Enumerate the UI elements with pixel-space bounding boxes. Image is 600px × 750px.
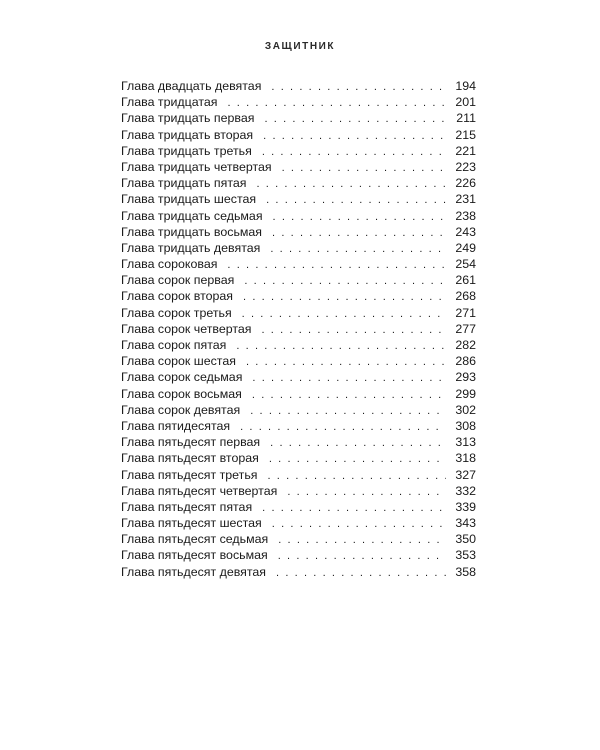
toc-entry: [121, 434, 476, 450]
toc-entry-title: Глава пятьдесят девятая: [121, 564, 267, 579]
dot-leader: [227, 95, 446, 111]
toc-entry-page-number: 358: [455, 564, 476, 579]
toc-entry-title: Глава пятидесятая: [121, 418, 231, 433]
toc-entry-page-number: 268: [455, 289, 476, 304]
toc-entry: [121, 143, 476, 159]
dot-leader: [243, 289, 446, 305]
toc-entry-page-number: 332: [455, 483, 476, 498]
dot-leader: [272, 225, 446, 241]
toc-entry: [121, 353, 476, 369]
toc-entry-page-number: 243: [455, 224, 476, 239]
toc-entry: [121, 369, 476, 385]
toc-entry-page-number: 299: [455, 386, 476, 401]
dot-leader: [263, 128, 446, 144]
toc-entry-page-number: 293: [455, 370, 476, 385]
toc-entry-title: Глава пятьдесят первая: [121, 435, 261, 450]
dot-leader: [273, 209, 446, 225]
toc-entry-title: Глава сорок вторая: [121, 289, 234, 304]
dot-leader: [262, 500, 446, 516]
toc-entry-page-number: 194: [455, 79, 476, 93]
toc-entry-page-number: 327: [455, 467, 476, 482]
dot-leader: [246, 354, 446, 370]
toc-entry-page-number: 226: [455, 176, 476, 191]
toc-entry-title: Глава тридцать первая: [121, 111, 255, 126]
toc-entry-page-number: 308: [455, 418, 476, 433]
toc-entry-page-number: 254: [455, 257, 476, 272]
toc-entry: [121, 191, 476, 207]
toc-entry: [121, 402, 476, 418]
dot-leader: [271, 79, 446, 95]
dot-leader: [242, 306, 446, 322]
toc-entry: [121, 94, 476, 110]
toc-entry-page-number: 238: [455, 208, 476, 223]
toc-entry-title: Глава сорок первая: [121, 273, 235, 288]
dot-leader: [244, 273, 446, 289]
toc-entry-title: Глава пятьдесят шестая: [121, 516, 262, 531]
dot-leader: [269, 451, 446, 467]
toc-entry-page-number: 201: [455, 95, 476, 110]
dot-leader: [282, 160, 446, 176]
dot-leader: [287, 484, 446, 500]
dot-leader: [227, 257, 446, 273]
toc-entry-page-number: 353: [455, 548, 476, 563]
dot-leader: [270, 435, 446, 451]
toc-entry-page-number: 302: [455, 402, 476, 417]
toc-entry: [121, 467, 476, 483]
dot-leader: [266, 192, 446, 208]
toc-entry-title: Глава пятьдесят восьмая: [121, 548, 268, 563]
toc-entry-title: Глава тридцать четвертая: [121, 159, 272, 174]
dot-leader: [240, 419, 446, 435]
toc-entry-title: Глава пятьдесят четвертая: [121, 483, 278, 498]
running-title: ЗАЩИТНИК: [264, 41, 336, 52]
toc-entry: [121, 483, 476, 499]
toc-entry-title: Глава тридцать восьмая: [121, 224, 263, 239]
toc-entry-page-number: 282: [455, 338, 476, 352]
toc-entry-title: Глава сорок четвертая: [121, 321, 252, 336]
toc-entry-page-number: 286: [455, 354, 476, 369]
dot-leader: [278, 548, 446, 564]
toc-entry: [121, 564, 476, 580]
table-of-contents: [121, 78, 476, 580]
toc-entry-page-number: 261: [455, 273, 476, 288]
toc-entry-title: Глава сорок девятая: [121, 402, 241, 417]
toc-entry-page-number: 249: [455, 240, 476, 255]
dot-leader: [256, 176, 446, 192]
dot-leader: [270, 241, 446, 257]
toc-entry: [121, 78, 476, 94]
dot-leader: [261, 322, 446, 338]
toc-entry: [121, 224, 476, 240]
toc-entry: [121, 159, 476, 175]
dot-leader: [278, 532, 446, 548]
toc-entry-page-number: 313: [455, 435, 476, 450]
toc-entry-title: Глава тридцать пятая: [121, 176, 247, 191]
toc-entry: [121, 337, 476, 353]
toc-entry-title: Глава двадцать девятая: [121, 79, 262, 93]
dot-leader: [272, 516, 446, 532]
toc-entry: [121, 515, 476, 531]
toc-entry: [121, 418, 476, 434]
toc-entry-title: Глава тридцать вторая: [121, 127, 254, 142]
toc-entry-page-number: 350: [455, 532, 476, 547]
toc-entry-page-number: 277: [455, 321, 476, 336]
toc-entry-title: Глава пятьдесят третья: [121, 467, 258, 482]
dot-leader: [250, 403, 446, 419]
toc-entry: [121, 127, 476, 143]
dot-leader: [276, 565, 446, 581]
dot-leader: [264, 111, 446, 127]
toc-entry-title: Глава тридцать седьмая: [121, 208, 263, 223]
toc-entry-page-number: 231: [455, 192, 476, 207]
toc-entry-title: Глава тридцать третья: [121, 143, 252, 158]
toc-entry: [121, 499, 476, 515]
toc-entry: [121, 272, 476, 288]
toc-entry-page-number: 343: [455, 516, 476, 531]
dot-leader: [252, 387, 446, 403]
toc-entry-page-number: 318: [455, 451, 476, 466]
toc-entry-page-number: 271: [455, 305, 476, 320]
toc-entry-title: Глава тридцать девятая: [121, 240, 261, 255]
toc-entry-title: Глава сорок третья: [121, 305, 232, 320]
toc-entry-title: Глава тридцать шестая: [121, 192, 257, 207]
toc-entry: [121, 305, 476, 321]
toc-entry: [121, 547, 476, 563]
toc-entry-title: Глава тридцатая: [121, 95, 218, 110]
toc-entry-page-number: 221: [455, 143, 476, 158]
toc-entry-title: Глава сорок седьмая: [121, 370, 243, 385]
toc-entry: [121, 240, 476, 256]
toc-entry: [121, 208, 476, 224]
toc-entry-page-number: 215: [455, 127, 476, 142]
toc-entry: [121, 175, 476, 191]
dot-leader: [262, 144, 446, 160]
toc-entry-title: Глава сорок восьмая: [121, 386, 242, 401]
toc-entry: [121, 531, 476, 547]
toc-entry: [121, 256, 476, 272]
toc-entry: [121, 288, 476, 304]
toc-entry-title: Глава пятьдесят вторая: [121, 451, 259, 466]
toc-entry: [121, 450, 476, 466]
toc-entry: [121, 110, 476, 126]
toc-entry-page-number: 339: [455, 499, 476, 514]
dot-leader: [268, 468, 447, 484]
dot-leader: [252, 370, 446, 386]
toc-entry-title: Глава пятьдесят пятая: [121, 499, 253, 514]
toc-entry-title: Глава сороковая: [121, 257, 218, 272]
toc-entry-title: Глава пятьдесят седьмая: [121, 532, 269, 547]
toc-entry-page-number: 223: [455, 159, 476, 174]
toc-entry-title: Глава сорок пятая: [121, 338, 227, 352]
toc-entry: [121, 386, 476, 402]
dot-leader: [236, 338, 446, 354]
toc-entry-title: Глава сорок шестая: [121, 354, 236, 369]
toc-entry-page-number: 211: [456, 111, 476, 126]
toc-entry: [121, 321, 476, 337]
